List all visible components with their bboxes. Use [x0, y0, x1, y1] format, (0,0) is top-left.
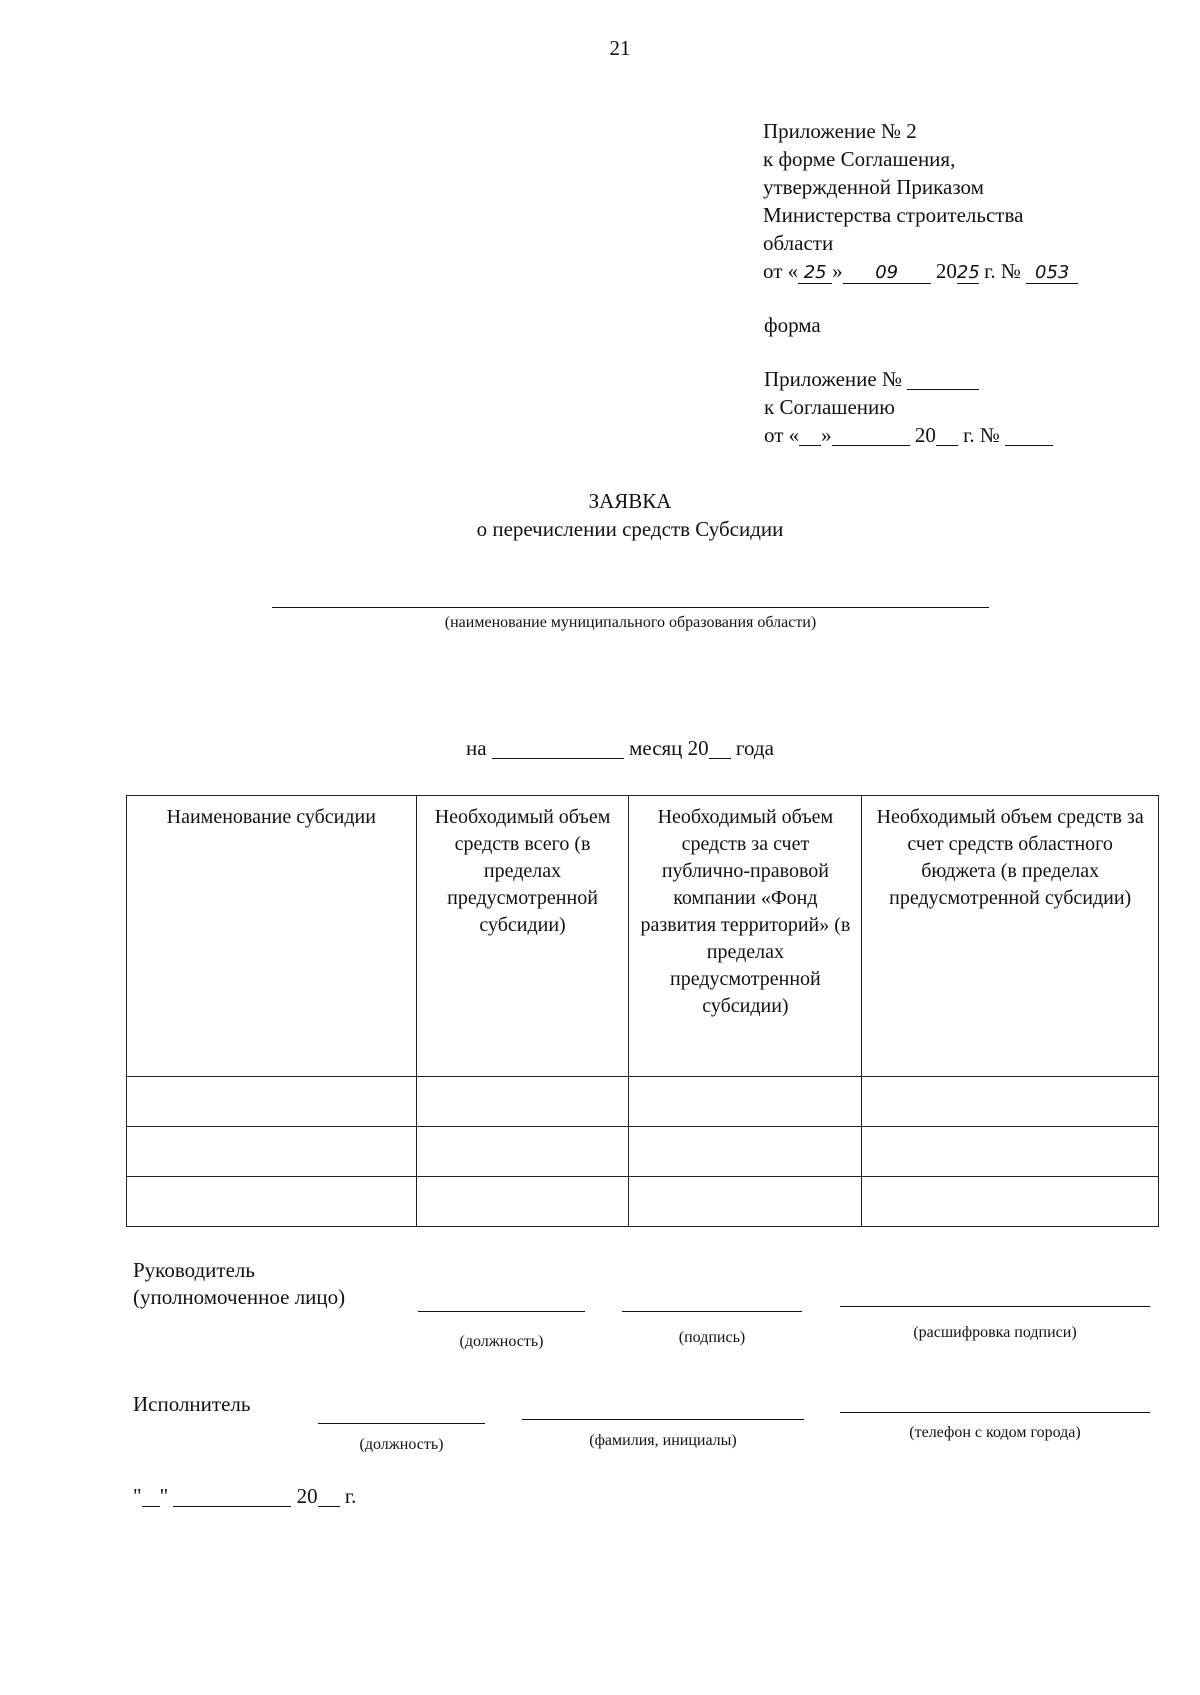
table-cell[interactable]: [629, 1077, 862, 1127]
appendix-line: утвержденной Приказом: [763, 175, 984, 199]
open-quote: ": [133, 1484, 142, 1508]
header-subsidy-name: Наименование субсидии: [127, 796, 417, 1077]
header-total-amount: Необходимый объем средств всего (в пределах предусмотренной субсидии): [416, 796, 629, 1077]
executor-position-caption: (должность): [359, 1436, 444, 1453]
agreement-number-line: [764, 365, 1053, 393]
table-cell[interactable]: [127, 1177, 417, 1227]
executor-label: Исполнитель: [133, 1392, 251, 1416]
period-prefix: на: [466, 736, 487, 760]
date-prefix: от «: [764, 423, 800, 447]
table-row: [127, 1127, 1159, 1177]
table-cell[interactable]: [629, 1177, 862, 1227]
period-middle: месяц 20: [629, 736, 709, 760]
municipality-field[interactable]: [272, 607, 989, 608]
executor-position-field[interactable]: [318, 1423, 485, 1424]
appendix-line: к форме Соглашения,: [763, 147, 956, 171]
year-blank[interactable]: [936, 425, 958, 446]
table-cell[interactable]: [416, 1077, 629, 1127]
appendix-date-line: [763, 257, 1078, 285]
head-label: [133, 1257, 345, 1311]
number-blank[interactable]: [1005, 425, 1053, 446]
year-prefix: 20: [935, 259, 957, 283]
head-decode-field[interactable]: [840, 1306, 1150, 1307]
year-suffix: г.: [344, 1484, 357, 1508]
page-number: 21: [609, 36, 631, 60]
executor-name-caption: (фамилия, инициалы): [589, 1432, 737, 1449]
year-prefix: 20: [914, 423, 936, 447]
header-regional-budget-amount: Необходимый объем средств за счет средств областного бюджета (в пределах предусмотренной субсидии): [862, 796, 1159, 1077]
agreement-number-blank[interactable]: [907, 369, 979, 390]
executor-name-field[interactable]: [522, 1419, 804, 1420]
period-line: [466, 736, 774, 761]
number-prefix: г. №: [963, 423, 1000, 447]
date-prefix: от «: [763, 259, 799, 283]
handwritten-day: 25: [798, 263, 832, 284]
appendix-line: Министерства строительства: [763, 203, 1024, 227]
handwritten-month: 09: [843, 263, 931, 284]
year-field[interactable]: [318, 1486, 340, 1507]
date-line: [133, 1484, 356, 1509]
table-cell[interactable]: [127, 1077, 417, 1127]
head-position-caption: (должность): [459, 1333, 544, 1350]
table-cell[interactable]: [416, 1127, 629, 1177]
number-prefix: г. №: [984, 259, 1021, 283]
agreement-line: к Соглашению: [764, 395, 895, 419]
month-blank[interactable]: [832, 425, 910, 446]
head-label-line: Руководитель: [133, 1258, 255, 1282]
head-signature-field[interactable]: [622, 1311, 802, 1312]
header-fund-amount: Необходимый объем средств за счет публично-правовой компании «Фонд развития территорий» (в пределах предусмотренной субсидии): [629, 796, 862, 1077]
table-header-row: [127, 796, 1159, 1077]
table-cell[interactable]: [862, 1177, 1159, 1227]
close-quote: ": [159, 1484, 169, 1508]
head-decode-caption: (расшифровка подписи): [913, 1324, 1077, 1341]
quote-close: »: [821, 423, 832, 447]
year-prefix: 20: [296, 1484, 318, 1508]
document-subtitle: о перечислении средств Субсидии: [476, 517, 784, 541]
municipality-caption: (наименование муниципального образования области): [444, 614, 817, 631]
year-field[interactable]: [709, 738, 731, 759]
executor-phone-field[interactable]: [840, 1412, 1150, 1413]
table-row: [127, 1077, 1159, 1127]
head-signature-caption: (подпись): [678, 1329, 746, 1346]
day-field[interactable]: [142, 1486, 160, 1507]
month-field[interactable]: [492, 738, 624, 759]
head-position-field[interactable]: [418, 1311, 585, 1312]
appendix-header: [763, 117, 1078, 285]
table-row: [127, 1177, 1159, 1227]
appendix-line: области: [763, 231, 834, 255]
table-cell[interactable]: [862, 1077, 1159, 1127]
document-title: ЗАЯВКА: [588, 489, 672, 513]
table-cell[interactable]: [629, 1127, 862, 1177]
agreement-header: [764, 365, 1053, 449]
period-suffix: года: [735, 736, 774, 760]
handwritten-number: 053: [1026, 263, 1078, 284]
table-cell[interactable]: [862, 1127, 1159, 1177]
executor-phone-caption: (телефон с кодом города): [909, 1424, 1081, 1441]
month-field[interactable]: [173, 1486, 291, 1507]
head-label-line: (уполномоченное лицо): [133, 1285, 346, 1309]
agreement-date-line: [764, 421, 1053, 449]
quote-close: »: [832, 259, 843, 283]
subsidy-table: [126, 795, 1159, 1227]
table-cell[interactable]: [416, 1177, 629, 1227]
appendix-title: Приложение № 2: [763, 119, 917, 143]
form-label: форма: [764, 313, 821, 337]
handwritten-year: 25: [956, 262, 980, 283]
agreement-title: Приложение №: [764, 367, 902, 391]
table-cell[interactable]: [127, 1127, 417, 1177]
day-blank[interactable]: [799, 425, 821, 446]
